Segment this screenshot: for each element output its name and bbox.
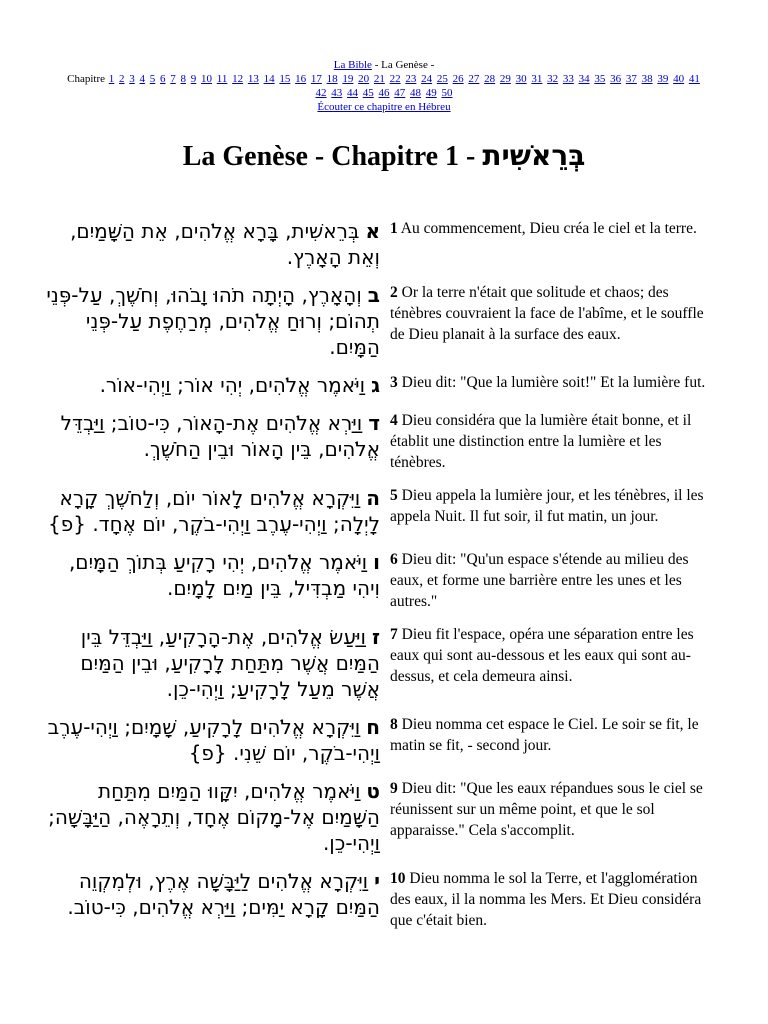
chapter-link-49[interactable]: 49: [425, 87, 437, 99]
chapter-link-38[interactable]: 38: [641, 73, 653, 85]
chapter-link-21[interactable]: 21: [373, 73, 385, 85]
chapter-link-32[interactable]: 32: [547, 73, 559, 85]
chapter-link-34[interactable]: 34: [578, 73, 590, 85]
verse-row: [0, 778, 768, 856]
chapter-navigation: [0, 0, 768, 114]
chapter-link-24[interactable]: 24: [421, 73, 433, 85]
french-verse-text: Dieu nomma cet espace le Ciel. Le soir se fit, le matin se fit, - second jour.: [390, 716, 699, 754]
listen-hebrew-link[interactable]: Écouter ce chapitre en Hébreu: [317, 101, 451, 113]
chapter-link-35[interactable]: 35: [594, 73, 606, 85]
chapter-link-3[interactable]: 3: [129, 73, 135, 85]
chapter-link-31[interactable]: 31: [531, 73, 543, 85]
chapter-link-39[interactable]: 39: [657, 73, 669, 85]
verse-row: [0, 410, 768, 473]
hebrew-verse-number: ג: [371, 373, 380, 397]
french-verse: [390, 218, 720, 270]
chapter-link-2[interactable]: 2: [119, 73, 125, 85]
chapter-link-16[interactable]: 16: [295, 73, 307, 85]
chapter-link-22[interactable]: 22: [389, 73, 401, 85]
hebrew-verse-number: ו: [373, 550, 380, 574]
chapter-link-23[interactable]: 23: [405, 73, 417, 85]
french-verse: [390, 778, 720, 856]
hebrew-verse-text: וַיִּקְרָא אֱלֹהִים לַיַּבָּשָׁה אֶרֶץ, וּלְמִקְוֵה הַמַּיִם קָרָא יַמִּים; וַיַּרְא אֱלֹהִים, כִּי-טוֹב.: [67, 869, 380, 919]
verse-row: [0, 485, 768, 537]
chapter-link-45[interactable]: 45: [362, 87, 374, 99]
chapter-link-4[interactable]: 4: [139, 73, 146, 85]
verse-row: [0, 282, 768, 360]
french-verse-number: 7: [390, 626, 398, 643]
chapter-link-5[interactable]: 5: [149, 73, 156, 85]
french-verse-text: Dieu dit: "Que les eaux répandues sous le ciel se réunissent sur un même point, et que le sol apparaisse." Cela s'accomplit.: [390, 780, 703, 839]
french-verse-text: Dieu dit: "Qu'un espace s'étende au milieu des eaux, et forme une barrière entre les unes et les autres.": [390, 551, 689, 610]
hebrew-verse: [40, 410, 380, 473]
chapter-link-48[interactable]: 48: [410, 87, 421, 99]
book-name: La Genèse -: [381, 59, 435, 71]
french-verse: [390, 714, 720, 766]
french-verse-number: 9: [390, 780, 398, 797]
title-french: La Genèse - Chapitre 1 -: [182, 141, 483, 172]
french-verse: [390, 372, 720, 398]
french-verse-number: 6: [390, 551, 398, 568]
french-verse: [390, 485, 720, 537]
verse-row: [0, 218, 768, 270]
hebrew-verse: [40, 714, 380, 766]
french-verse-number: 3: [390, 374, 398, 391]
chapter-link-33[interactable]: 33: [562, 73, 574, 85]
verse-row: [0, 372, 768, 398]
hebrew-verse-number: ד: [368, 411, 380, 435]
french-verse: [390, 549, 720, 612]
chapter-link-36[interactable]: 36: [610, 73, 622, 85]
breadcrumb-separator: -: [371, 59, 382, 71]
hebrew-verse: [40, 282, 380, 360]
chapter-link-30[interactable]: 30: [515, 73, 527, 85]
french-verse-text: Dieu fit l'espace, opéra une séparation entre les eaux qui sont au-dessous et les eaux qui sont au-dessus, et cela demeura ainsi.: [390, 626, 694, 685]
french-verse-text: Or la terre n'était que solitude et chaos; des ténèbres couvraient la face de l'abîme, et le souffle de Dieu planait à la surface des eaux.: [390, 284, 704, 343]
chapitre-label: Chapitre: [67, 73, 106, 85]
hebrew-verse: [40, 624, 380, 702]
verse-row: [0, 868, 768, 931]
hebrew-verse: [40, 868, 380, 931]
chapter-link-10[interactable]: 10: [201, 73, 213, 85]
chapter-link-46[interactable]: 46: [378, 87, 390, 99]
chapter-link-12[interactable]: 12: [232, 73, 244, 85]
french-verse-text: Dieu appela la lumière jour, et les ténèbres, il les appela Nuit. Il fut soir, il fut matin, un jour.: [390, 487, 704, 525]
hebrew-verse-number: ב: [367, 283, 380, 307]
hebrew-verse-number: י: [374, 869, 380, 893]
french-verse-number: 8: [390, 716, 398, 733]
title-hebrew: בְּרֵאשִׁית: [482, 139, 586, 172]
hebrew-verse: [40, 485, 380, 537]
french-verse-number: 1: [390, 220, 398, 237]
hebrew-verse-text: וַיִּקְרָא אֱלֹהִים לָאוֹר יוֹם, וְלַחֹשֶׁךְ קָרָא לָיְלָה; וַיְהִי-עֶרֶב וַיְהִי-בֹקֶר, יוֹם אֶחָד. {פ}: [48, 486, 380, 536]
french-verse-number: 5: [390, 487, 398, 504]
hebrew-verse: [40, 372, 380, 398]
hebrew-verse-text: וַיַּעַשׂ אֱלֹהִים, אֶת-הָרָקִיעַ, וַיַּבְדֵּל בֵּין הַמַּיִם אֲשֶׁר מִתַּחַת לָרָקִיעַ, וּבֵין הַמַּיִם אֲשֶׁר מֵעַל לָרָקִיעַ; וַיְהִי-כֵן.: [80, 625, 380, 701]
page-title: [0, 140, 768, 173]
hebrew-verse-number: א: [365, 219, 380, 243]
chapter-link-17[interactable]: 17: [310, 73, 322, 85]
chapter-link-1[interactable]: 1: [108, 73, 115, 85]
verse-row: [0, 714, 768, 766]
hebrew-verse: [40, 549, 380, 612]
chapter-link-20[interactable]: 20: [358, 73, 370, 85]
hebrew-verse: [40, 218, 380, 270]
chapter-link-26[interactable]: 26: [452, 73, 464, 85]
chapter-link-29[interactable]: 29: [499, 73, 511, 85]
chapter-link-19[interactable]: 19: [342, 73, 354, 85]
hebrew-verse-text: וְהָאָרֶץ, הָיְתָה תֹהוּ וָבֹהוּ, וְחֹשֶׁךְ, עַל-פְּנֵי תְהוֹם; וְרוּחַ אֱלֹהִים, מְרַחֶפֶת עַל-פְּנֵי הַמָּיִם.: [46, 283, 380, 359]
hebrew-verse-text: וַיַּרְא אֱלֹהִים אֶת-הָאוֹר, כִּי-טוֹב; וַיַּבְדֵּל אֱלֹהִים, בֵּין הָאוֹר וּבֵין הַחֹשֶׁךְ.: [60, 411, 380, 461]
french-verse: [390, 868, 720, 931]
french-verse: [390, 282, 720, 360]
breadcrumb: [0, 58, 768, 72]
chapter-link-40[interactable]: 40: [673, 73, 685, 85]
verse-row: [0, 624, 768, 702]
chapter-link-14[interactable]: 14: [263, 73, 275, 85]
chapter-link-43[interactable]: 43: [331, 87, 343, 99]
chapter-link-44[interactable]: 44: [347, 87, 358, 99]
chapter-link-42[interactable]: 42: [315, 87, 327, 99]
hebrew-verse-text: וַיֹּאמֶר אֱלֹהִים, יְהִי אוֹר; וַיְהִי-אוֹר.: [99, 373, 366, 397]
hebrew-verse-text: וַיִּקְרָא אֱלֹהִים לָרָקִיעַ, שָׁמָיִם; וַיְהִי-עֶרֶב וַיְהִי-בֹקֶר, יוֹם שֵׁנִי. {פ}: [47, 715, 380, 765]
chapter-link-47[interactable]: 47: [394, 87, 406, 99]
french-verse-number: 2: [390, 284, 398, 301]
bible-link[interactable]: La Bible: [333, 59, 372, 71]
chapter-link-41[interactable]: 41: [688, 73, 700, 85]
chapter-link-15[interactable]: 15: [279, 73, 291, 85]
verse-table: [0, 218, 768, 943]
chapter-link-50[interactable]: 50: [441, 87, 453, 99]
hebrew-verse-text: וַיֹּאמֶר אֱלֹהִים, יְהִי רָקִיעַ בְּתוֹךְ הַמָּיִם, וִיהִי מַבְדִּיל, בֵּין מַיִם לָמָיִם.: [68, 550, 380, 600]
french-verse-text: Dieu considéra que la lumière était bonne, et il établit une distinction entre la lumière et les ténèbres.: [390, 412, 692, 471]
hebrew-verse: [40, 778, 380, 856]
chapter-list: [0, 72, 768, 100]
french-verse-text: Au commencement, Dieu créa le ciel et la terre.: [400, 220, 697, 237]
chapter-link-18[interactable]: 18: [326, 73, 338, 85]
french-verse-text: Dieu nomma le sol la Terre, et l'agglomération des eaux, il la nomma les Mers. Et Dieu considéra que c'était bien.: [390, 870, 702, 929]
chapter-link-7[interactable]: 7: [170, 73, 176, 85]
chapter-link-8[interactable]: 8: [180, 73, 187, 85]
french-verse: [390, 624, 720, 702]
verse-row: [0, 549, 768, 612]
french-verse-text: Dieu dit: "Que la lumière soit!" Et la lumière fut.: [401, 374, 706, 391]
french-verse-number: 10: [390, 870, 406, 887]
hebrew-verse-number: ז: [371, 625, 380, 649]
french-verse-number: 4: [390, 412, 398, 429]
hebrew-verse-number: ט: [366, 779, 380, 803]
hebrew-verse-text: בְּרֵאשִׁית, בָּרָא אֱלֹהִים, אֵת הַשָּׁמַיִם, וְאֵת הָאָרֶץ.: [70, 219, 380, 269]
hebrew-verse-number: ח: [366, 715, 380, 739]
hebrew-verse-number: ה: [366, 486, 380, 510]
chapter-link-27[interactable]: 27: [468, 73, 480, 85]
chapter-link-28[interactable]: 28: [484, 73, 496, 85]
chapter-link-37[interactable]: 37: [625, 73, 637, 85]
chapter-link-11[interactable]: 11: [216, 73, 228, 85]
chapter-link-6[interactable]: 6: [160, 73, 166, 85]
chapter-link-9[interactable]: 9: [190, 73, 197, 85]
french-verse: [390, 410, 720, 473]
chapter-link-13[interactable]: 13: [247, 73, 259, 85]
hebrew-verse-text: וַיֹּאמֶר אֱלֹהִים, יִקָּווּ הַמַּיִם מִתַּחַת הַשָּׁמַיִם אֶל-מָקוֹם אֶחָד, וְתֵרָאֶה, הַיַּבָּשָׁה; וַיְהִי-כֵן.: [48, 779, 380, 855]
chapter-link-25[interactable]: 25: [436, 73, 448, 85]
